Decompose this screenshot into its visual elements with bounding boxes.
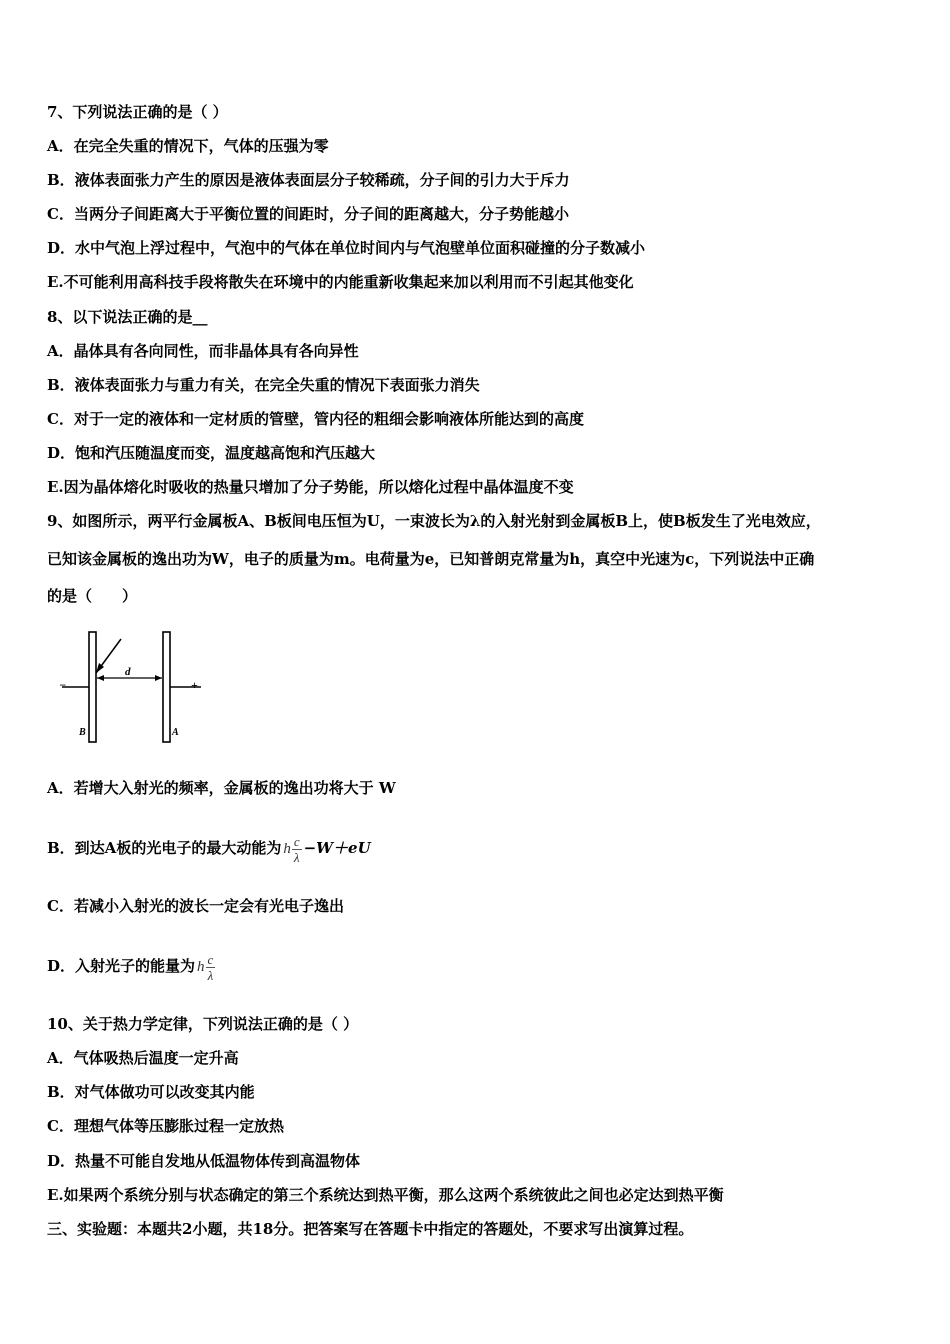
frac-h: h: [283, 841, 291, 858]
q7-option-a: A．在完全失重的情况下，气体的压强为零: [47, 137, 329, 155]
plate-a: [163, 632, 170, 742]
q9-stem-line2: 已知该金属板的逸出功为W，电子的质量为m。电荷量为e，已知普朗克常量为h，真空中光速为c，下列说法中正确: [47, 550, 815, 568]
q10-option-a: A．气体吸热后温度一定升高: [47, 1049, 239, 1067]
q8-option-c: C．对于一定的液体和一定材质的管壁，管内径的粗细会影响液体所能达到的高度: [47, 410, 584, 428]
plate-b: [89, 632, 96, 742]
q9-option-b: [47, 828, 371, 869]
q9-option-d-prefix: D．入射光子的能量为: [47, 957, 196, 975]
frac-denominator: λ: [207, 967, 214, 983]
label-minus: −: [59, 678, 67, 692]
q8-option-d: D．饱和汽压随温度而变，温度越高饱和汽压越大: [47, 444, 376, 462]
q9-option-d: [47, 946, 217, 987]
q10-option-d: D．热量不可能自发地从低温物体传到高温物体: [47, 1152, 361, 1170]
q7-stem: 7、下列说法正确的是（ ）: [47, 103, 228, 121]
q8-option-e: E.因为晶体熔化时吸收的热量只增加了分子势能，所以熔化过程中晶体温度不变: [47, 478, 574, 496]
q10-stem: 10、关于热力学定律，下列说法正确的是（ ）: [47, 1015, 359, 1033]
q9-option-c: C．若减小入射光的波长一定会有光电子逸出: [47, 897, 344, 915]
q9-stem-line3: 的是（ ）: [47, 587, 138, 605]
q9-stem-line1: 9、如图所示，两平行金属板A、B板间电压恒为U，一束波长为λ的入射光射到金属板B上，使B板发生了光电效应，: [47, 512, 821, 530]
q10-option-b: B．对气体做功可以改变其内能: [47, 1083, 255, 1101]
q8-option-a: A．晶体具有各向同性，而非晶体具有各向异性: [47, 342, 359, 360]
frac-numerator: c: [293, 833, 300, 849]
q7-option-d: D．水中气泡上浮过程中，气泡中的气体在单位时间内与气泡壁单位面积碰撞的分子数减小: [47, 239, 646, 257]
h-c-over-lambda-formula-b: [283, 829, 301, 870]
h-c-over-lambda-formula-d: [197, 947, 215, 988]
label-plus: +: [191, 678, 198, 692]
q9-option-a: A．若增大入射光的频率，金属板的逸出功将大于 W: [47, 779, 396, 797]
frac-numerator: c: [207, 951, 214, 967]
label-a: A: [172, 727, 179, 738]
q10-option-c: C．理想气体等压膨胀过程一定放热: [47, 1117, 284, 1135]
q7-option-b: B．液体表面张力产生的原因是液体表面层分子较稀疏，分子间的引力大于斥力: [47, 171, 570, 189]
q8-stem: 8、以下说法正确的是__: [47, 308, 208, 326]
q10-option-e: E.如果两个系统分别与状态确定的第三个系统达到热平衡，那么这两个系统彼此之间也必定达到热平衡: [47, 1186, 724, 1204]
q8-option-b: B．液体表面张力与重力有关，在完全失重的情况下表面张力消失: [47, 376, 480, 394]
label-b: B: [79, 727, 86, 738]
q9-option-b-suffix: −W＋eU: [303, 839, 371, 857]
label-d: d: [125, 666, 131, 678]
q9-option-b-prefix: B．到达A板的光电子的最大动能为: [47, 839, 282, 857]
frac-denominator: λ: [293, 849, 300, 865]
q7-option-e: E.不可能利用高科技手段将散失在环境中的内能重新收集起来加以利用而不引起其他变化: [47, 273, 634, 291]
section-3-heading: 三、实验题：本题共2小题，共18分。把答案写在答题卡中指定的答题处，不要求写出演算过程。: [47, 1220, 694, 1238]
frac-h: h: [197, 959, 205, 976]
q7-option-c: C．当两分子间距离大于平衡位置的间距时，分子间的距离越大，分子势能越小: [47, 205, 569, 223]
q9-parallel-plates-figure: [55, 625, 215, 750]
